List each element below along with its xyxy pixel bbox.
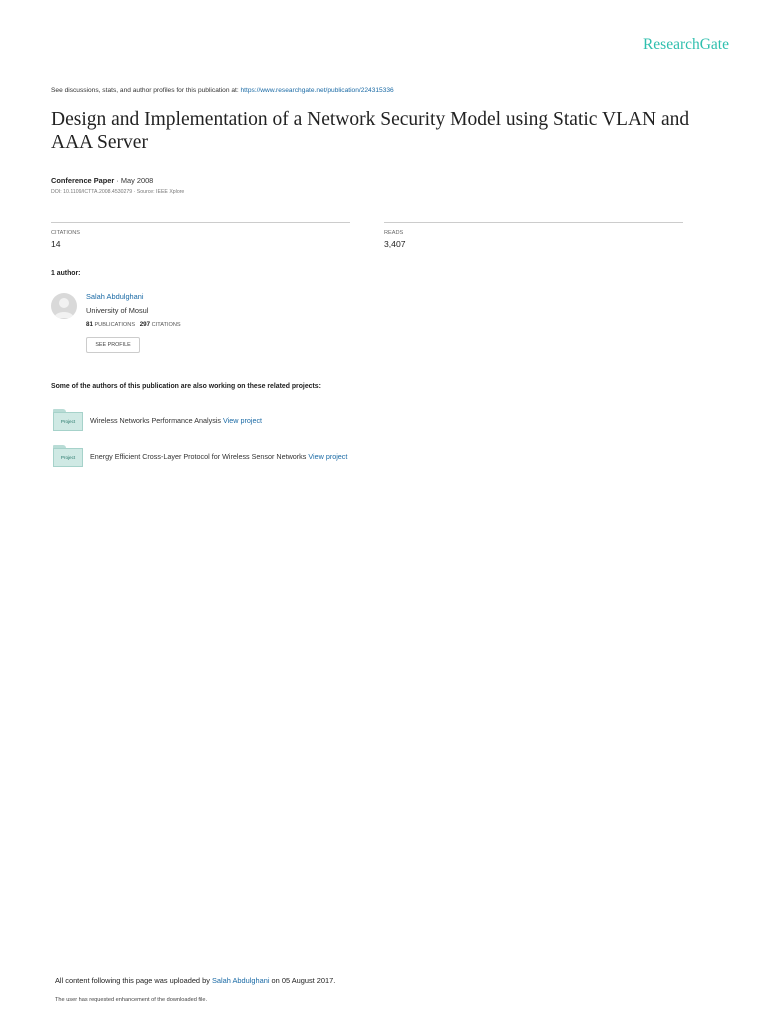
doi-line: DOI: 10.1109/ICTTA.2008.4530279 · Source: IEEE Xplore — [51, 189, 185, 195]
citations-stat — [51, 222, 350, 249]
related-projects-heading: Some of the authors of this publication are also working on these related projects: — [51, 383, 321, 390]
see-profile-button[interactable]: SEE PROFILE — [86, 337, 140, 353]
project-folder-icon — [53, 409, 83, 431]
citations-value: 14 — [51, 239, 61, 249]
project-title: Wireless Networks Performance Analysis — [90, 416, 224, 425]
publication-type-line — [51, 176, 153, 185]
author-publications-label: PUBLICATIONS — [92, 322, 136, 328]
view-project-link[interactable]: View project — [308, 452, 348, 461]
discussions-line — [51, 87, 394, 94]
author-publications-count: 81 — [86, 321, 93, 328]
project-folder-icon — [53, 445, 83, 467]
uploader-link[interactable]: Salah Abdulghani — [211, 976, 270, 985]
reads-label: READS — [384, 230, 404, 236]
author-citations-count: 297 — [139, 321, 151, 328]
project-item — [53, 409, 653, 431]
project-line — [90, 452, 347, 461]
discussions-text: See discussions, stats, and author profiles for this publication at: — [51, 87, 241, 94]
researchgate-logo[interactable]: ResearchGate — [642, 36, 729, 53]
author-name-link[interactable]: Salah Abdulghani — [86, 292, 144, 301]
project-line — [90, 416, 262, 425]
uploaded-suffix: on 05 August 2017. — [269, 976, 336, 985]
author-stats — [86, 321, 181, 328]
reads-value: 3,407 — [384, 239, 406, 249]
enhancement-note: The user has requested enhancement of the downloaded file. — [55, 997, 208, 1003]
reads-stat — [384, 222, 683, 249]
uploaded-by-line — [55, 976, 335, 985]
uploaded-prefix: All content following this page was uploaded by — [55, 976, 212, 985]
author-institution: University of Mosul — [86, 306, 149, 315]
author-avatar[interactable] — [51, 293, 77, 319]
project-title: Energy Efficient Cross-Layer Protocol for Wireless Sensor Networks — [90, 452, 309, 461]
folder-label: Project — [53, 412, 83, 431]
project-item — [53, 445, 653, 467]
authors-heading: 1 author: — [51, 270, 81, 277]
person-icon — [51, 293, 77, 319]
publication-title: Design and Implementation of a Network Security Model using Static VLAN and AAA Server — [51, 109, 690, 153]
publication-date: · May 2008 — [114, 176, 154, 185]
publication-type: Conference Paper — [51, 176, 115, 185]
folder-label: Project — [53, 448, 83, 467]
author-citations-label: CITATIONS — [150, 322, 181, 328]
citations-label: CITATIONS — [51, 230, 81, 236]
view-project-link[interactable]: View project — [223, 416, 263, 425]
publication-url-link[interactable]: https://www.researchgate.net/publication/224315336 — [240, 87, 394, 94]
